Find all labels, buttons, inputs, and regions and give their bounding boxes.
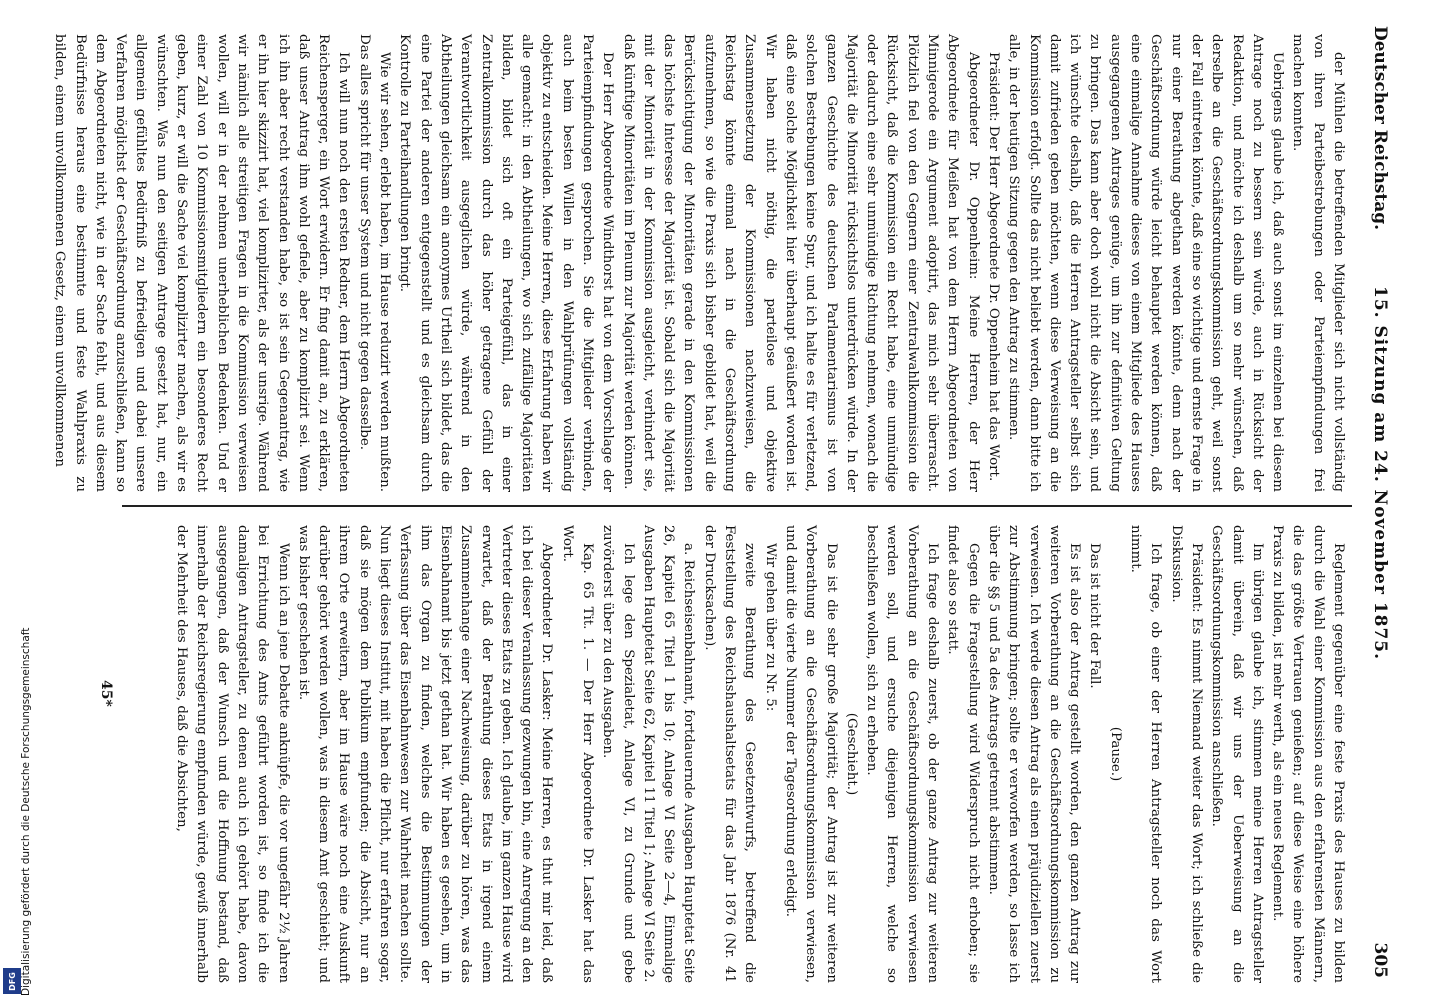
paragraph: Wie wir sehen, erlebt haben, im Hause reduzirt werden mußten. Das alles spricht für unser System und nicht gegen dasselbe. [356, 34, 393, 492]
paragraph: Kap. 65 Tit. 1. — Der Herr Abgeordnete Dr. Lasker hat das Wort. [559, 525, 596, 983]
paragraph: (Geschieht.) [843, 712, 859, 796]
paragraph: Ich will nun noch den ersten Redner, dem Herrn Abgeordneten Reichensperger, ein Wort erwidern. Er fing damit an, zu erklären, daß unser Antrag ihm wohl gefiele, aber zu komplizirt sei. Wenn ich ihn aber recht verstanden habe, so ist sein Gegenantrag, wie er ihn hier skizzirt hat, viel komplizirter, als der unsrige. Während wir nämlich alle streitigen Fragen in die Kommission verweisen wollen, will er in der nehmen unerheblichen Bedenken. Und er einer Zahl von 10 Kommissionsmitgliedern ein besonderes Recht geben, kurz, er will die Sache viel komplizirter machen, als wir es wünschten. Was nun den seitigen Antrage gesetzt hat, nur, ein allgemein gefühltes Bedürfniß zu befriedigen und dabei unsere Verfahren möglichst der Geschäftsordnung anzuschließen, kann so dem Abgeordneten nicht, wie in der Sache fehlt, und aus diesem Bedürfnisse heraus eine bestimmte und feste Wahlpraxis zu bilden, einem unvollkommenen Gesetz, einem unvollkommenen [52, 34, 352, 492]
paragraph: Im übrigen glaube ich, stimmen meine Herren Antragsteller damit überein, daß wir uns der Ueberweisung an die Geschäftsordnungskommission anschließen. [1209, 525, 1265, 983]
paragraph: Das ist die sehr große Majorität; der Antrag ist zur weiteren Vorberathung an die Geschäftsordnungskommission verwiesen, und damit die vierte Nummer der Tagesordnung erledigt. [782, 525, 839, 983]
page-number: 305 [1370, 942, 1390, 978]
paragraph: Ich frage, ob einer der Herren Antragsteller noch das Wort nimmt. [1128, 525, 1164, 983]
paragraph: Das ist nicht der Fall. [1087, 543, 1103, 689]
paragraph: Es ist also der Antrag gestellt worden, den ganzen Antrag zur weiteren Vorberathung an die Geschäftsordnungskommission zu verweisen. Ich werde diesen Antrag als einen präjudiziellen zuerst zur Abstimmung bringen; sollte er verworfen werden, so lasse ich über die §§ 5 und 5a des Antrags getrennt abstimmen. [985, 525, 1083, 983]
paragraph: zweite Berathung des Gesetzentwurfs, betreffend die Feststellung des Reichshaushaltsetats für das Jahr 1876 (Nr. 41 der Drucksachen). [701, 525, 758, 983]
column-rule [122, 505, 1352, 507]
running-header [1364, 26, 1394, 978]
paragraph: a. Reichseisenbahnamt, fortdauernde Ausgaben Hauptetat Seite 26, Kapitel 65 Titel 1 bis 10; Anlage VI Seite 2—4, Einmalige Ausgaben Hauptetat Seite 62, Kapitel 11 Titel 1; Anlage VI Seite 2. [640, 525, 697, 983]
paragraph: Abgeordneter Dr. Lasker: Meine Herren, es thut mir leid, daß ich bei dieser Veranlassung gezwungen bin, eine Anregung an den Vertreter dieses Etats zu geben. Ich glaube, im ganzen Hause wird erwartet, daß der Berathung dieses Etats in irgend einem Zusammenhange einer Nachweisung, darüber zu hören, was das Eisenbahnamt bis jetzt gethan hat. Wir haben es gesehen, um in ihm das Organ zu finden, welches die Bestimmungen der Verfassung über das Eisenbahnwesen zur Wahrheit machen sollte. Nun liegt dieses Institut, mit haben die Pflicht, nur erfahren sogar, daß sie mögen dem Publikum empfunden; die Absicht, nur an ihrem Orte erweitern, aber im Hause wäre noch eine Auskunft darüber gehört werden wollen, was in diesem Amt geschieht; und was bisher geschehen ist. [295, 525, 555, 983]
paragraph: Gegen die Fragestellung wird Widerspruch nicht erhoben; sie findet also so statt. [945, 525, 981, 983]
paragraph: (Pause.) [1107, 726, 1123, 782]
digitization-footer [0, 0, 32, 1000]
right-column [128, 525, 1348, 983]
signature-mark: 45* [98, 680, 114, 707]
paragraph: Ich lege den Spezialetat, Anlage VI, zu Grunde und gebe zuvörderst über zu den Ausgaben. [600, 525, 636, 983]
paragraph: Reglement gegenüber eine feste Praxis des Hauses zu bilden durch die Wahl einer Kommission aus den erfahrensten Männern, die das größte Vertrauen genießen; auf diese Weise eine höhere Praxis zu bilden, ist mehr werth, als ein neues Reglement. [1270, 525, 1346, 983]
paragraph: Präsident: Der Herr Abgeordnete Dr. Oppenheim hat das Wort. [985, 52, 1001, 482]
left-column [52, 34, 1348, 492]
dfg-logo [3, 968, 21, 994]
header-publication: Deutscher Reichstag. [1370, 26, 1390, 231]
dfg-logo-text: DFG [7, 971, 17, 991]
paragraph: der Mühlen die betreffenden Mitglieder sich nicht vollständig von ihren Parteibestrebungen oder Parteiempfindungen frei machen konnten. [1290, 34, 1346, 492]
paragraph: Ich frage deshalb zuerst, ob der ganze Antrag zur weiteren Vorberathung an die Geschäftsordnungskommission verwiesen werden soll, und ersuche diejenigen Herren, welche so beschließen wollen, sich zu erheben. [864, 525, 941, 983]
header-session: 15. Sitzung am 24. November 1875. [1370, 286, 1390, 661]
paragraph: Der Herr Abgeordnete Windthorst hat von dem Vorschlage der Parteiempfindungen gesprochen. Sie die Mitglieder verbinden, auch beim besten Willen in den Wahlprüfungen vollständig objektiv zu entscheiden. Meine Herren, diese Erfahrung haben wir alle gemacht: in den Abtheilungen, wo sich zufällige Majoritäten bilden, bildet sich oft ein Parteigefühl, das in einer Zentralkommission durch das höher getragene Gefühl der Verantwortlichkeit ausgeglichen würde, während in den Abtheilungen gleichsam ein anonymes Urtheil sich bildet, das die eine Partei der anderen entgegenstellt und es gleichsam durch Kontrolle zu Parteihandlungen bringt. [397, 34, 616, 492]
paragraph: Uebrigens glaube ich, daß auch sonst im einzelnen bei diesem Antrage noch zu bessern sein würde, auch in Rücksicht der Redaktion, und möchte ich deshalb um so mehr wünschen, daß derselbe an die Geschäftsordnungskommission geht, weil sonst der Fall eintreten könnte, daß eine so wichtige und ernste Frage in nur einer Berathung abgethan werden könnte, denn nach der Geschäftsordnung würde leicht behauptet werden können, daß eine einmalige Annahme dieses von einem Mitgliede des Hauses ausgegangenen Antrages genüge, um ihn zur definitiven Geltung zu bringen. Das kann aber doch wohl nicht die Absicht sein, und ich wünschte deshalb, daß die Herren Antragsteller selbst sich damit zufrieden geben möchten, wenn diese Verweisung an die Kommission erfolgt. Sollte das nicht beliebt werden, dann bitte ich alle, in der heutigen Sitzung gegen den Antrag zu stimmen. [1006, 34, 1286, 492]
footer-credit: Digitalisierung gefördert durch die Deutsche Forschungsgemeinschaft [20, 627, 32, 996]
paragraph: Wenn ich an jene Debatte anknüpfe, die vor ungefähr 2½ Jahren bei Errichtung des Amts geführt worden ist, so finde ich die damaligen Antragsteller, zu denen auch ich gehört habe, davon ausgegangen, daß der Wunsch und die Hoffnung bestand, daß innerhalb der Reichsregierung empfunden würde, gewiß innerhalb der Mehrheit des Hauses, daß die Absichten, [174, 525, 291, 983]
paragraph: Präsident: Es nimmt Niemand weiter das Wort; ich schließe die Diskussion. [1168, 525, 1204, 983]
paragraph: Abgeordneter Dr. Oppenheim: Meine Herren, der Herr Abgeordnete für Meißen hat von dem Herrn Abgeordneten von Minnigerode ein Argument adoptirt, das mich sehr überrascht. Plötzlich fiel von den Gegnern einer Zentralwahlkommission die Rücksicht, daß die Kommission ein Recht habe, eine unmündige oder dadurch eine sehr unmündige Richtung nehmen, wonach die Majorität die Minorität rücksichtslos unterdrücken würde. In der ganzen Geschichte des deutschen Parlamentarismus ist von solchen Bestrebungen keine Spur, und ich halte es für verletzend, daß eine solche Möglichkeit hier überhaupt geäußert worden ist. Wir haben nicht nöthig, die parteilose und objektive Zusammensetzung der Kommissionen nachzuweisen, die Reichstag könnte einmal nach in die Geschäftsordnung aufzunehmen, so wie die Praxis sich bisher gebildet hat, weil die Berücksichtigung der Minoritäten gerade in den Kommissionen das höchste Interesse der Majorität ist. Sobald sich die Majorität mit der Minorität in der Kommission ausgleicht, verhindert sie, daß künftige Minoritäten im Plenum zur Majorität werden können. [620, 34, 981, 492]
paragraph: Wir gehen über zu Nr. 5: [762, 543, 778, 712]
